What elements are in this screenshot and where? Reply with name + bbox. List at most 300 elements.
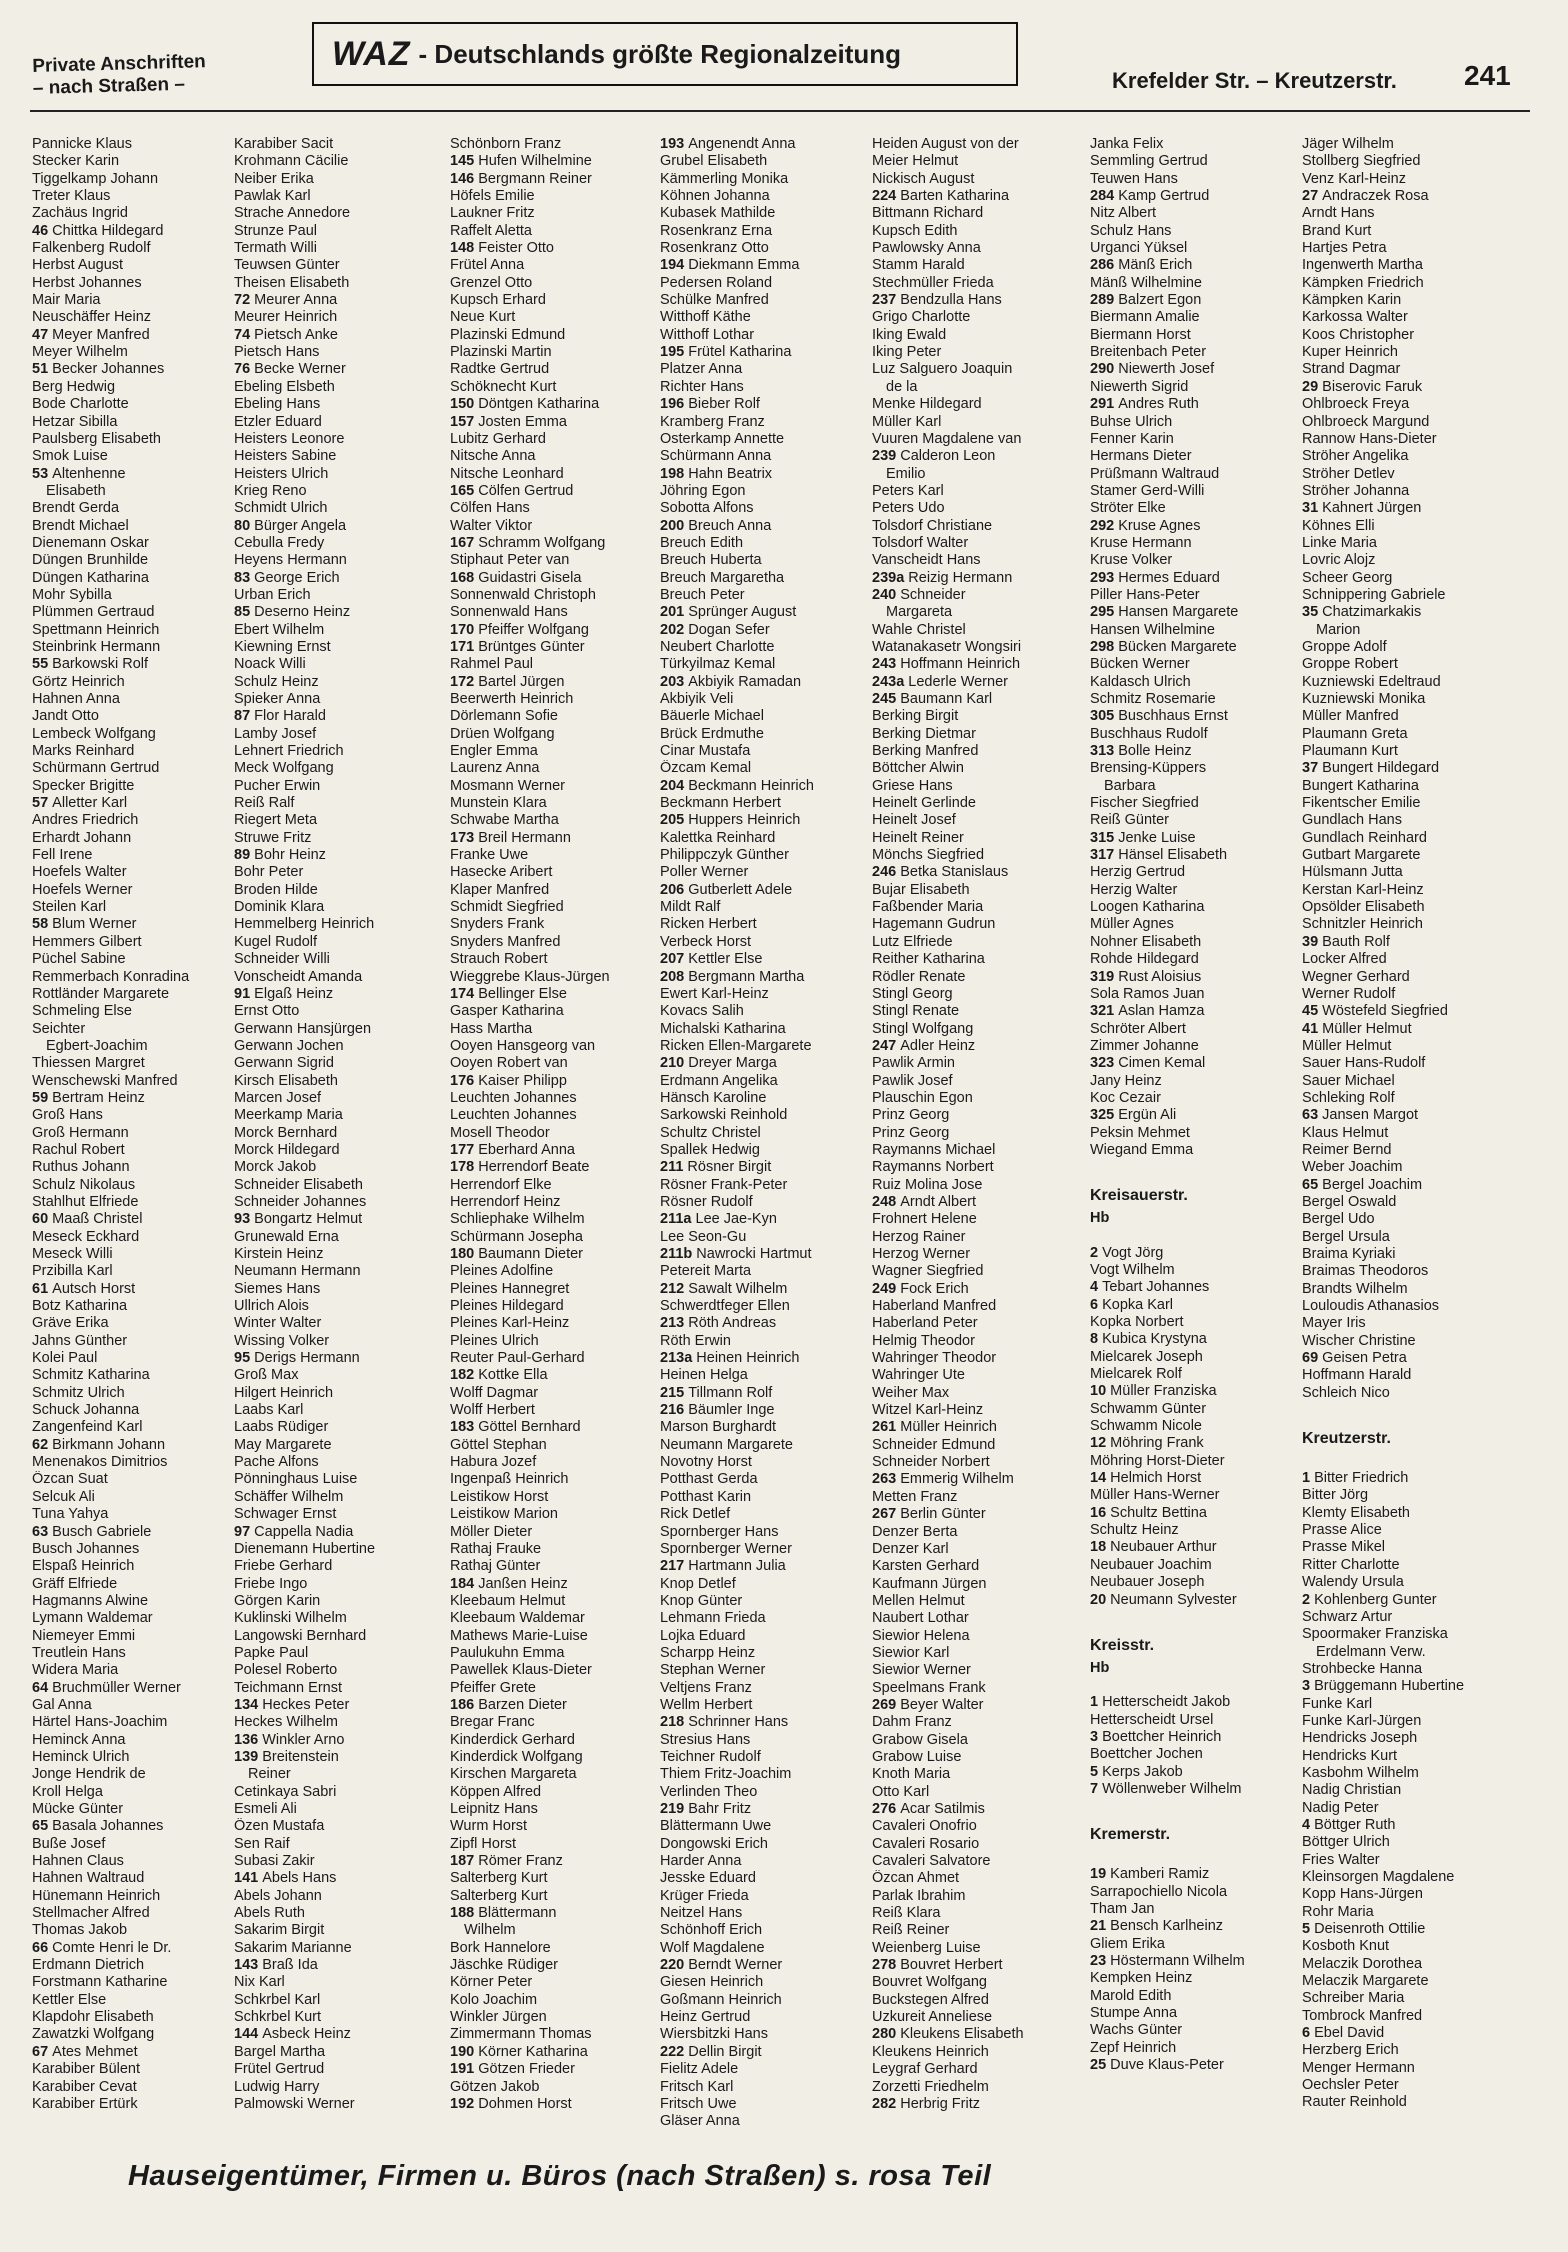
- directory-entry: 219 Bahr Fritz: [660, 1801, 752, 1817]
- directory-entry: 293 Hermes Eduard: [1090, 569, 1220, 586]
- house-number: 51: [32, 361, 53, 378]
- house-number: 280: [872, 2026, 901, 2043]
- directory-entry: 2 Kohlenberg Gunter: [1302, 1591, 1437, 1608]
- directory-entry: Theisen Elisabeth: [234, 274, 350, 291]
- directory-entry: 267 Berlin Günter: [872, 1506, 986, 1523]
- directory-entry: 269 Beyer Walter: [872, 1696, 984, 1713]
- directory-entry: 55 Barkowski Rolf: [32, 656, 149, 673]
- directory-entry: Rathaj Günter: [450, 1558, 541, 1575]
- directory-entry: Pleines Karl-Heinz: [450, 1315, 570, 1332]
- house-number: 286: [1090, 257, 1119, 274]
- directory-entry: 292 Kruse Agnes: [1090, 517, 1201, 534]
- directory-entry: Krüger Frieda: [660, 1887, 749, 1904]
- house-number: 76: [234, 361, 255, 378]
- directory-entry: Pietsch Hans: [234, 344, 320, 361]
- directory-entry: Verlinden Theo: [660, 1783, 758, 1800]
- directory-entry: Schwarz Artur: [1302, 1608, 1393, 1625]
- directory-entry: 245 Baumann Karl: [872, 691, 993, 707]
- directory-entry: 143 Braß Ida: [234, 1957, 318, 1974]
- directory-entry: Herzog Werner: [872, 1246, 971, 1262]
- directory-entry: 210 Dreyer Marga: [660, 1055, 777, 1072]
- directory-entry: Fischer Siegfried: [1090, 795, 1199, 812]
- directory-column-5: [872, 136, 1078, 2113]
- directory-entry: Leistikow Marion: [450, 1506, 558, 1523]
- directory-entry: Jonge Hendrik de: [32, 1766, 146, 1783]
- directory-entry: Müller Manfred: [1302, 708, 1399, 725]
- directory-entry: Andres Friedrich: [32, 812, 139, 829]
- house-number: 207: [660, 951, 689, 968]
- directory-entry: Marcen Josef: [234, 1089, 322, 1106]
- house-number: 191: [450, 2061, 479, 2078]
- directory-entry: Kupsch Edith: [872, 222, 958, 239]
- directory-entry: Ströter Elke: [1090, 500, 1166, 517]
- directory-entry: Wischer Christine: [1302, 1332, 1416, 1349]
- directory-entry: Groß Max: [234, 1367, 299, 1384]
- directory-entry: Witthoff Lothar: [660, 326, 755, 343]
- directory-entry: 172 Bartel Jürgen: [450, 673, 565, 690]
- directory-entry: 14 Helmich Horst: [1090, 1470, 1202, 1487]
- house-number: 25: [1090, 2057, 1111, 2074]
- directory-entry: 248 Arndt Albert: [872, 1193, 976, 1210]
- directory-entry: Reiß Ralf: [234, 795, 295, 812]
- directory-entry: Schürmann Anna: [660, 448, 772, 465]
- directory-entry: Grenzel Otto: [450, 274, 533, 291]
- directory-entry: Friebe Gerhard: [234, 1558, 333, 1575]
- directory-entry: Köhnen Johanna: [660, 188, 770, 205]
- directory-entry: 61 Autsch Horst: [32, 1280, 136, 1297]
- directory-entry: Brand Kurt: [1302, 222, 1372, 239]
- house-number: 208: [660, 968, 689, 985]
- directory-entry: Gutbart Margarete: [1302, 847, 1421, 864]
- directory-entry: Buße Josef: [32, 1835, 106, 1852]
- directory-entry: Stahlhut Elfriede: [32, 1193, 139, 1210]
- directory-entry: Pawlik Armin: [872, 1055, 955, 1072]
- house-number: 150: [450, 396, 479, 413]
- directory-entry: 205 Huppers Heinrich: [660, 812, 801, 829]
- directory-entry: Schwamm Nicole: [1090, 1418, 1202, 1435]
- directory-entry: Prinz Georg: [872, 1124, 950, 1141]
- house-number: 8: [1090, 1331, 1103, 1348]
- directory-entry: Fell Irene: [32, 847, 93, 864]
- directory-entry: Speelmans Frank: [872, 1679, 986, 1696]
- directory-entry: Heminck Ulrich: [32, 1748, 130, 1765]
- directory-entry: Beerwerth Heinrich: [450, 691, 574, 707]
- house-number: 89: [234, 847, 255, 864]
- directory-entry: 51 Becker Johannes: [32, 361, 165, 378]
- directory-entry: 180 Baumann Dieter: [450, 1246, 584, 1262]
- directory-entry: Püchel Sabine: [32, 951, 126, 968]
- directory-entry: Dongowski Erich: [660, 1835, 768, 1852]
- directory-entry: Elspaß Heinrich: [32, 1558, 135, 1575]
- directory-entry: Wahringer Ute: [872, 1367, 965, 1384]
- directory-entry: Iking Ewald: [872, 326, 947, 343]
- house-number: 146: [450, 170, 479, 187]
- directory-entry: Kempken Heinz: [1090, 1970, 1193, 1987]
- directory-entry: Weiher Max: [872, 1384, 950, 1401]
- directory-entry: 6 Kopka Karl: [1090, 1296, 1174, 1313]
- directory-entry: Ebeling Hans: [234, 396, 321, 413]
- directory-entry: 211b Nawrocki Hartmut: [660, 1246, 812, 1262]
- house-number: 240: [872, 586, 901, 603]
- directory-entry: Kämpken Friedrich: [1302, 274, 1424, 291]
- directory-entry: Bargel Martha: [234, 2043, 326, 2060]
- directory-entry: 3 Boettcher Heinrich: [1090, 1728, 1222, 1745]
- directory-entry: Marson Burghardt: [660, 1419, 777, 1436]
- directory-entry: 243 Hoffmann Heinrich: [872, 656, 1021, 673]
- directory-entry: 280 Kleukens Elisabeth: [872, 2026, 1024, 2043]
- newspaper-banner: [312, 22, 1018, 86]
- directory-entry: Schülke Manfred: [660, 292, 769, 309]
- directory-entry: Sonnenwald Hans: [450, 604, 568, 621]
- directory-entry: Özen Mustafa: [234, 1818, 325, 1835]
- directory-entry: 150 Döntgen Katharina: [450, 396, 600, 413]
- directory-entry: 165 Cölfen Gertrud: [450, 482, 574, 499]
- directory-entry: Hendricks Joseph: [1302, 1730, 1418, 1747]
- house-number: 95: [234, 1350, 255, 1367]
- directory-entry: Schneider Elisabeth: [234, 1176, 363, 1193]
- directory-entry: Kolo Joachim: [450, 1991, 538, 2008]
- directory-entry: Gundlach Reinhard: [1302, 829, 1427, 846]
- directory-entry: Schmidt Siegfried: [450, 899, 564, 916]
- directory-entry: 25 Duve Klaus-Peter: [1090, 2057, 1224, 2074]
- directory-entry: 211a Lee Jae-Kyn: [660, 1211, 777, 1228]
- directory-entry: Hemmelberg Heinrich: [234, 916, 375, 933]
- directory-entry: 298 Bücken Margarete: [1090, 638, 1237, 655]
- directory-entry: 37 Bungert Hildegard: [1302, 760, 1440, 777]
- directory-entry: Reiner: [248, 1766, 291, 1783]
- directory-entry: Hänsch Karoline: [660, 1089, 767, 1106]
- directory-entry: Bouvret Wolfgang: [872, 1974, 987, 1991]
- house-number: 321: [1090, 1003, 1119, 1020]
- directory-entry: Venz Karl-Heinz: [1302, 170, 1406, 187]
- directory-entry: Ohlbroeck Freya: [1302, 396, 1410, 413]
- house-number: 176: [450, 1072, 479, 1089]
- directory-entry: Strohbecke Hanna: [1302, 1660, 1423, 1677]
- directory-entry: Türkyilmaz Kemal: [660, 656, 776, 673]
- directory-entry: 186 Barzen Dieter: [450, 1696, 567, 1713]
- directory-entry: 178 Herrendorf Beate: [450, 1159, 590, 1176]
- directory-entry: Subasi Zakir: [234, 1853, 315, 1870]
- directory-entry: 237 Bendzulla Hans: [872, 292, 1002, 309]
- directory-entry: Elisabeth: [46, 482, 106, 499]
- directory-entry: Schulz Heinz: [234, 673, 319, 690]
- directory-entry: Berg Hedwig: [32, 378, 116, 395]
- directory-entry: Janka Felix: [1090, 136, 1164, 152]
- house-number: 213a: [660, 1350, 697, 1367]
- directory-entry: Neuschäffer Heinz: [32, 309, 152, 326]
- house-number: 186: [450, 1696, 479, 1713]
- house-number: 269: [872, 1696, 901, 1713]
- directory-entry: Stamer Gerd-Willi: [1090, 482, 1205, 499]
- directory-entry: 174 Bellinger Else: [450, 985, 567, 1002]
- directory-entry: Özcam Kemal: [660, 760, 752, 777]
- house-number: 313: [1090, 743, 1119, 760]
- directory-entry: Kaldasch Ulrich: [1090, 673, 1191, 690]
- house-number: 58: [32, 916, 53, 933]
- directory-entry: Piller Hans-Peter: [1090, 586, 1200, 603]
- directory-entry: 57 Alletter Karl: [32, 795, 128, 812]
- house-number: 267: [872, 1506, 901, 1523]
- house-number: 85: [234, 604, 255, 621]
- directory-entry: Kirschen Margareta: [450, 1766, 577, 1783]
- directory-entry: Hoefels Walter: [32, 864, 127, 881]
- directory-entry: Drüen Wolfgang: [450, 725, 555, 742]
- directory-entry: Gläser Anna: [660, 2113, 740, 2130]
- directory-entry: Reuter Paul-Gerhard: [450, 1350, 585, 1367]
- house-number: 60: [32, 1211, 53, 1228]
- house-number: 91: [234, 985, 255, 1002]
- directory-entry: Haberland Peter: [872, 1315, 978, 1332]
- directory-entry: Breuch Margaretha: [660, 569, 785, 586]
- directory-entry: Meerkamp Maria: [234, 1107, 343, 1124]
- directory-entry: 315 Jenke Luise: [1090, 829, 1196, 846]
- house-number: 211a: [660, 1211, 696, 1228]
- directory-entry: Grabow Luise: [872, 1748, 962, 1765]
- directory-entry: Raffelt Aletta: [450, 222, 532, 239]
- directory-entry: Schmidt Ulrich: [234, 500, 328, 517]
- directory-entry: Kopka Norbert: [1090, 1314, 1184, 1330]
- directory-entry: Möhring Horst-Dieter: [1090, 1452, 1225, 1469]
- directory-entry: Schürmann Gertrud: [32, 760, 160, 777]
- directory-entry: Schulz Hans: [1090, 222, 1172, 239]
- house-number: 97: [234, 1523, 255, 1540]
- directory-entry: Jäschke Rüdiger: [450, 1957, 558, 1974]
- directory-entry: Vanscheidt Hans: [872, 552, 981, 569]
- house-number: 210: [660, 1055, 689, 1072]
- directory-entry: Schulz Nikolaus: [32, 1176, 136, 1193]
- directory-entry: Wagner Siegfried: [872, 1263, 984, 1280]
- directory-entry: Herzig Gertrud: [1090, 864, 1186, 881]
- directory-entry: Blättermann Uwe: [660, 1818, 772, 1835]
- directory-entry: Hetterscheidt Ursel: [1090, 1711, 1214, 1728]
- directory-entry: Möller Dieter: [450, 1523, 533, 1540]
- directory-entry: Pawlak Karl: [234, 188, 311, 205]
- directory-entry: 246 Betka Stanislaus: [872, 864, 1009, 881]
- directory-entry: Schkrbel Kurt: [234, 2009, 322, 2026]
- directory-entry: Mänß Wilhelmine: [1090, 274, 1202, 291]
- directory-entry: Hahnen Anna: [32, 691, 120, 707]
- directory-entry: Ewert Karl-Heinz: [660, 985, 769, 1002]
- house-number: 165: [450, 482, 479, 499]
- directory-entry: Locker Alfred: [1302, 951, 1387, 968]
- directory-entry: Bergel Oswald: [1302, 1193, 1397, 1210]
- directory-entry: 191 Götzen Frieder: [450, 2061, 575, 2078]
- directory-entry: 217 Hartmann Julia: [660, 1558, 786, 1575]
- house-number: 202: [660, 621, 689, 638]
- directory-entry: Knoth Maria: [872, 1766, 951, 1783]
- directory-entry: Görtz Heinrich: [32, 673, 125, 690]
- directory-entry: Tuna Yahya: [32, 1506, 109, 1523]
- directory-entry: 87 Flor Harald: [234, 708, 326, 725]
- directory-entry: Wieggrebe Klaus-Jürgen: [450, 968, 610, 985]
- directory-entry: Erdmann Angelika: [660, 1072, 778, 1089]
- directory-entry: Sobotta Alfons: [660, 500, 754, 517]
- directory-entry: Müller Karl: [872, 413, 942, 430]
- house-number: 217: [660, 1558, 689, 1575]
- directory-entry: Buhse Ulrich: [1090, 413, 1173, 430]
- directory-entry: Nadig Peter: [1302, 1799, 1379, 1816]
- directory-entry: 184 Janßen Heinz: [450, 1575, 568, 1592]
- directory-entry: Cavaleri Onofrio: [872, 1818, 977, 1835]
- directory-entry: 239 Calderon Leon: [872, 448, 996, 465]
- house-number: 211b: [660, 1246, 697, 1262]
- directory-entry: Brück Erdmuthe: [660, 725, 764, 742]
- directory-entry: Forstmann Katharine: [32, 1974, 168, 1991]
- street-heading: Kreisauerstr.: [1090, 1187, 1188, 1205]
- house-number: 66: [32, 1939, 53, 1956]
- house-number: 239a: [872, 569, 909, 586]
- directory-entry: 93 Bongartz Helmut: [234, 1211, 363, 1228]
- directory-entry: Siewior Karl: [872, 1644, 950, 1661]
- house-number: 261: [872, 1419, 901, 1436]
- directory-entry: Palmowski Werner: [234, 2095, 355, 2112]
- directory-entry: Nohner Elisabeth: [1090, 933, 1202, 950]
- directory-entry: Franke Uwe: [450, 847, 529, 864]
- directory-entry: Ingenwerth Martha: [1302, 257, 1423, 274]
- directory-entry: Düngen Katharina: [32, 569, 149, 586]
- directory-entry: Sauer Michael: [1302, 1072, 1395, 1089]
- directory-entry: Hansen Wilhelmine: [1090, 621, 1215, 638]
- house-number: 2: [1302, 1591, 1315, 1608]
- directory-entry: Plaumann Greta: [1302, 725, 1408, 742]
- directory-entry: 278 Bouvret Herbert: [872, 1957, 1003, 1974]
- directory-entry: 29 Biserovic Faruk: [1302, 378, 1423, 395]
- directory-entry: Bohr Peter: [234, 864, 304, 881]
- directory-entry: 4 Böttger Ruth: [1302, 1816, 1396, 1833]
- directory-entry: 76 Becke Werner: [234, 361, 346, 378]
- directory-entry: Gerwann Hansjürgen: [234, 1020, 372, 1037]
- directory-entry: Schreiber Maria: [1302, 1990, 1405, 2007]
- directory-entry: 196 Bieber Rolf: [660, 396, 760, 413]
- directory-entry: Oechsler Peter: [1302, 2077, 1399, 2094]
- house-number: 57: [32, 795, 53, 812]
- directory-entry: Mielcarek Joseph: [1090, 1348, 1203, 1365]
- directory-entry: Rosenkranz Otto: [660, 240, 769, 257]
- directory-entry: Lamby Josef: [234, 725, 317, 742]
- directory-entry: Meseck Eckhard: [32, 1228, 140, 1245]
- directory-entry: Wolff Herbert: [450, 1402, 535, 1419]
- directory-entry: Hünemann Heinrich: [32, 1887, 161, 1904]
- directory-entry: Pawlik Josef: [872, 1072, 953, 1089]
- directory-entry: Ströher Johanna: [1302, 482, 1410, 499]
- directory-entry: Kroll Helga: [32, 1783, 103, 1800]
- directory-entry: Laurenz Anna: [450, 760, 540, 777]
- house-number: 178: [450, 1159, 479, 1176]
- directory-entry: Bergel Udo: [1302, 1211, 1375, 1228]
- directory-entry: Böttger Ulrich: [1302, 1834, 1390, 1851]
- directory-entry: 213a Heinen Heinrich: [660, 1350, 800, 1367]
- directory-column-2: [234, 136, 440, 2113]
- directory-entry: Bücken Werner: [1090, 656, 1190, 673]
- directory-entry: Heinelt Josef: [872, 812, 956, 829]
- directory-entry: Mohr Sybilla: [32, 586, 112, 603]
- directory-entry: Heiden August von der: [872, 136, 1019, 152]
- directory-entry: 183 Göttel Bernhard: [450, 1419, 581, 1436]
- directory-entry: Kleebaum Helmut: [450, 1592, 566, 1609]
- directory-entry: 282 Herbrig Fritz: [872, 2095, 980, 2112]
- directory-entry: Prinz Georg: [872, 1107, 950, 1124]
- directory-entry: Ohlbroeck Margund: [1302, 413, 1430, 430]
- directory-entry: Steilen Karl: [32, 899, 107, 916]
- directory-entry: Breuch Peter: [660, 586, 745, 603]
- directory-entry: Dahm Franz: [872, 1714, 952, 1731]
- directory-entry: Broden Hilde: [234, 881, 318, 898]
- directory-entry: Metten Franz: [872, 1488, 958, 1505]
- house-number: 173: [450, 829, 479, 846]
- directory-entry: Zangenfeind Karl: [32, 1419, 143, 1436]
- directory-entry: Radtke Gertrud: [450, 361, 550, 378]
- directory-entry: Cebulla Fredy: [234, 534, 325, 551]
- directory-entry: 239a Reizig Hermann: [872, 569, 1013, 586]
- directory-entry: Plazinski Edmund: [450, 326, 566, 343]
- directory-entry: Heckes Wilhelm: [234, 1714, 338, 1731]
- directory-entry: Braima Kyriaki: [1302, 1246, 1396, 1262]
- directory-entry: Wolff Dagmar: [450, 1384, 539, 1401]
- directory-entry: Ritter Charlotte: [1302, 1556, 1400, 1573]
- directory-entry: Groß Hermann: [32, 1124, 129, 1141]
- house-number: 218: [660, 1714, 689, 1731]
- directory-entry: Tolsdorf Christiane: [872, 517, 993, 534]
- directory-entry: Prüßmann Waltraud: [1090, 465, 1220, 482]
- directory-entry: Morck Bernhard: [234, 1124, 338, 1141]
- directory-entry: Lymann Waldemar: [32, 1610, 153, 1627]
- directory-entry: 89 Bohr Heinz: [234, 847, 326, 864]
- directory-entry: Loogen Katharina: [1090, 899, 1205, 916]
- house-number: 27: [1302, 188, 1323, 205]
- directory-entry: Scharpp Heinz: [660, 1644, 756, 1661]
- directory-entry: 207 Kettler Else: [660, 951, 763, 968]
- directory-entry: Gerwann Sigrid: [234, 1055, 334, 1072]
- directory-entry: Prasse Alice: [1302, 1522, 1382, 1539]
- directory-entry: Erdelmann Verw.: [1316, 1643, 1426, 1660]
- street-heading: Kreisstr.: [1090, 1636, 1155, 1654]
- directory-entry: Spornberger Hans: [660, 1523, 779, 1540]
- directory-entry: Niewerth Sigrid: [1090, 378, 1189, 395]
- house-number: 93: [234, 1211, 255, 1228]
- directory-entry: Hemmers Gilbert: [32, 933, 142, 950]
- house-number: 219: [660, 1801, 689, 1817]
- directory-entry: 58 Blum Werner: [32, 916, 137, 933]
- directory-entry: 222 Dellin Birgit: [660, 2043, 762, 2060]
- directory-entry: Sen Raif: [234, 1835, 290, 1852]
- house-number: 148: [450, 240, 479, 257]
- house-number: 298: [1090, 638, 1119, 655]
- directory-entry: Jandt Otto: [32, 708, 99, 725]
- directory-entry: Vogt Wilhelm: [1090, 1261, 1175, 1278]
- directory-entry: Herrendorf Heinz: [450, 1193, 561, 1210]
- directory-entry: Zorzetti Friedhelm: [872, 2078, 989, 2095]
- house-number: 284: [1090, 188, 1119, 205]
- directory-entry: Polesel Roberto: [234, 1662, 338, 1679]
- directory-entry: Schnippering Gabriele: [1302, 586, 1446, 603]
- directory-entry: 65 Bergel Joachim: [1302, 1176, 1423, 1193]
- directory-entry: 208 Bergmann Martha: [660, 968, 805, 985]
- directory-entry: Kopp Hans-Jürgen: [1302, 1886, 1423, 1903]
- directory-entry: Weienberg Luise: [872, 1939, 981, 1956]
- directory-entry: Denzer Berta: [872, 1523, 958, 1540]
- directory-entry: Poller Werner: [660, 864, 749, 881]
- directory-entry: Bode Charlotte: [32, 396, 129, 413]
- directory-entry: Heisters Leonore: [234, 430, 345, 447]
- house-number: 63: [1302, 1107, 1323, 1124]
- directory-entry: 5 Kerps Jakob: [1090, 1763, 1183, 1780]
- directory-entry: Wissing Volker: [234, 1332, 330, 1349]
- directory-entry: Kosboth Knut: [1302, 1938, 1390, 1955]
- directory-entry: Hahnen Claus: [32, 1853, 124, 1870]
- directory-entry: Lojka Eduard: [660, 1627, 746, 1644]
- directory-entry: Sola Ramos Juan: [1090, 985, 1205, 1002]
- directory-entry: Heisters Ulrich: [234, 465, 329, 482]
